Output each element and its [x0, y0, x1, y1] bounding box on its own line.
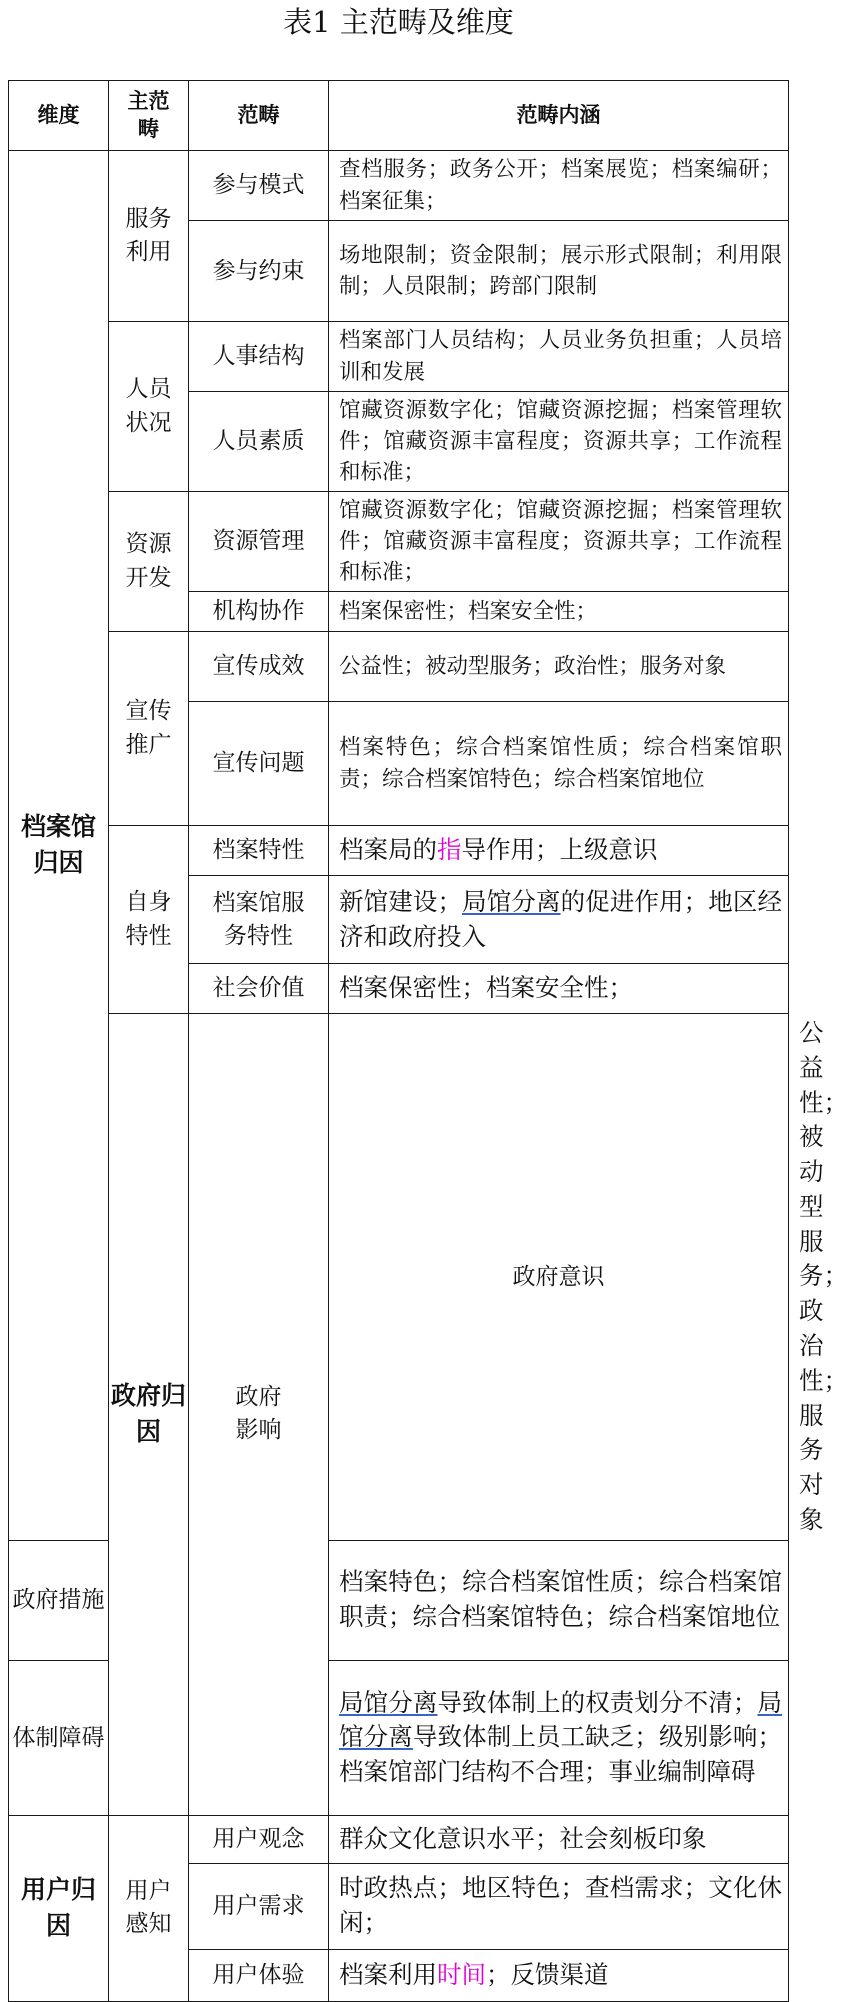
main-category-perception: 用户感知	[109, 1815, 189, 2001]
category-cell: 用户体验	[189, 1949, 329, 2001]
main-category-resource: 资源开发	[109, 492, 189, 632]
connotation-cell: 群众文化意识水平；社会刻板印象	[329, 1815, 789, 1863]
connotation-cell: 查档服务；政务公开；档案展览；档案编研；档案征集；	[329, 151, 789, 221]
category-cell: 体制障碍	[9, 1660, 109, 1815]
dimension-user: 用户归因	[9, 1815, 109, 2001]
connotation-cell: 档案部门人员结构；人员业务负担重；人员培训和发展	[329, 322, 789, 392]
underlined-text: 局馆分离	[461, 886, 561, 916]
category-cell: 参与约束	[189, 221, 329, 322]
highlighted-text: 指	[437, 835, 462, 865]
category-cell: 宣传问题	[189, 702, 329, 826]
table-row	[9, 1815, 789, 1863]
header-row	[9, 81, 789, 151]
table-title: 表1 主范畴及维度	[283, 5, 514, 39]
underlined-text: 局馆分离	[339, 1687, 783, 1752]
dimension-government: 政府归因	[109, 1014, 189, 1816]
table-row: 政府归因 政府影响 政府意识 公益性；被动型服务；政治性；服务对象	[9, 1014, 789, 1541]
category-cell: 人事结构	[189, 322, 329, 392]
category-table	[8, 80, 848, 2002]
underlined-text: 局馆分离	[339, 1687, 438, 1717]
main-category-service: 服务利用	[109, 151, 189, 322]
connotation-cell: 局馆分离导致体制上的权责划分不清；局馆分离导致体制上员工缺乏；级别影响；档案馆部门结构不合理；事业编制障碍	[329, 1660, 789, 1815]
category-cell: 机构协作	[189, 592, 329, 632]
category-cell: 资源管理	[189, 492, 329, 592]
header-dimension: 维度	[9, 81, 109, 151]
connotation-cell: 新馆建设；局馆分离的促进作用；地区经济和政府投入	[329, 876, 789, 964]
category-cell: 用户需求	[189, 1863, 329, 1949]
category-cell: 档案馆服务特性	[189, 876, 329, 964]
category-cell: 档案特性	[189, 826, 329, 876]
category-cell: 社会价值	[189, 964, 329, 1014]
connotation-cell: 档案局的指导作用；上级意识	[329, 826, 789, 876]
category-cell: 政府意识	[329, 1014, 789, 1541]
main-category-promo: 宣传推广	[109, 632, 189, 826]
table-row	[9, 492, 789, 592]
category-cell: 用户观念	[189, 1815, 329, 1863]
category-cell: 宣传成效	[189, 632, 329, 702]
table-row	[9, 826, 789, 876]
main-category-staff: 人员状况	[109, 322, 189, 492]
connotation-cell: 档案保密性；档案安全性；	[329, 592, 789, 632]
dimension-archive: 档案馆归因	[9, 151, 109, 1541]
connotation-cell: 档案利用时间；反馈渠道	[329, 1949, 789, 2001]
main-category-self: 自身特性	[109, 826, 189, 1014]
main-category-gov: 政府影响	[189, 1014, 329, 1816]
table-row	[9, 151, 789, 221]
highlighted-text: 时间	[437, 1959, 486, 1989]
connotation-cell: 公益性；被动型服务；政治性；服务对象	[329, 632, 789, 702]
category-cell: 政府措施	[9, 1540, 109, 1660]
table-row	[9, 632, 789, 702]
connotation-cell: 场地限制；资金限制；展示形式限制；利用限制；人员限制；跨部门限制	[329, 221, 789, 322]
connotation-cell: 档案保密性；档案安全性；	[329, 964, 789, 1014]
connotation-cell: 馆藏资源数字化；馆藏资源挖掘；档案管理软件；馆藏资源丰富程度；资源共享；工作流程和标准；	[329, 492, 789, 592]
table-row	[9, 322, 789, 392]
connotation-cell: 档案特色；综合档案馆性质；综合档案馆职责；综合档案馆特色；综合档案馆地位	[329, 1540, 789, 1660]
connotation-cell: 时政热点；地区特色；查档需求；文化休闲；	[329, 1863, 789, 1949]
header-connotation: 范畴内涵	[329, 81, 789, 151]
header-main-category: 主范畴	[109, 81, 189, 151]
header-category: 范畴	[189, 81, 329, 151]
category-cell: 人员素质	[189, 392, 329, 492]
category-cell: 参与模式	[189, 151, 329, 221]
connotation-cell: 馆藏资源数字化；馆藏资源挖掘；档案管理软件；馆藏资源丰富程度；资源共享；工作流程和标准；	[329, 392, 789, 492]
connotation-cell: 档案特色；综合档案馆性质；综合档案馆职责；综合档案馆特色；综合档案馆地位	[329, 702, 789, 826]
